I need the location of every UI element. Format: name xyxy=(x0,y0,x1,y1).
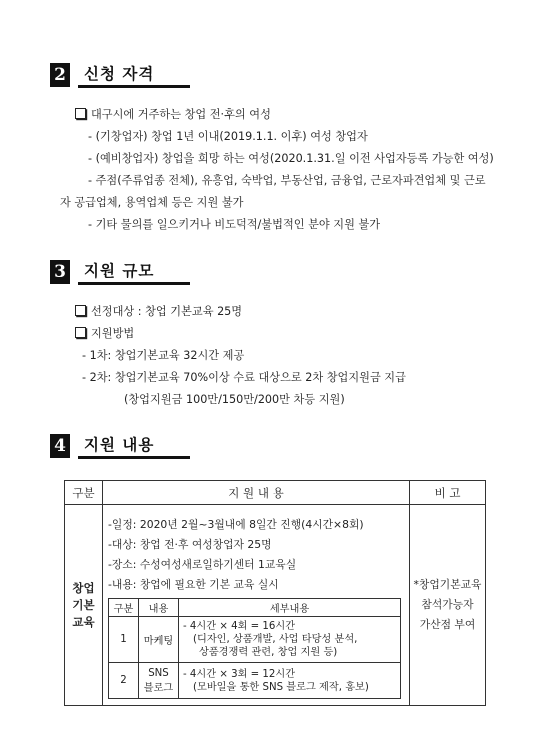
header-category: 구분 xyxy=(65,481,103,505)
section-number: 4 xyxy=(50,434,70,458)
row-category-label: 창업 기본 교육 xyxy=(65,505,103,706)
section-3-heading xyxy=(50,259,190,285)
eligibility-item: 자 공급업체, 용역업체 등은 지원 불가 xyxy=(60,196,244,209)
support-method: 지원방법 xyxy=(75,325,134,341)
table-row xyxy=(109,617,401,663)
row-detail: - 4시간 × 3회 = 12시간 (모바일을 통한 SNS 블로그 제작, 홍보) xyxy=(179,663,401,699)
content-cell xyxy=(103,505,410,706)
eligibility-item: - (예비창업자) 창업을 희망 하는 여성(2020.1.31.일 이전 사업자등록 가능한 여성) xyxy=(88,152,494,165)
section-number: 3 xyxy=(50,260,70,284)
header-remark: 비 고 xyxy=(410,481,486,505)
table-row xyxy=(109,663,401,699)
section-2-heading xyxy=(50,62,190,88)
schedule-line: -일정: 2020년 2월~3월내에 8일간 진행(4시간×8회) xyxy=(108,518,364,531)
row-name: 마케팅 xyxy=(139,617,179,663)
section-4-heading xyxy=(50,433,190,459)
remark-cell: *창업기본교육 참석가능자 가산점 부여 xyxy=(410,505,486,706)
eligibility-lead: 대구시에 거주하는 창업 전·후의 여성 xyxy=(75,106,271,122)
eligibility-item: - 기타 물의를 일으키거나 비도덕적/불법적인 분야 지원 불가 xyxy=(88,218,381,231)
support-content-table xyxy=(64,480,486,706)
eligibility-item: - 주점(주류업종 전체), 유흥업, 숙박업, 부동산업, 금융업, 근로자파견업체 및 근로 xyxy=(88,174,486,187)
eligibility-item: - (기창업자) 창업 1년 이내(2019.1.1. 이후) 여성 창업자 xyxy=(88,130,368,143)
checkbox-bullet-icon xyxy=(75,305,86,316)
support-item: - 1차: 창업기본교육 32시간 제공 xyxy=(82,349,245,362)
content-line: -내용: 창업에 필요한 기본 교육 실시 xyxy=(108,578,279,591)
row-name: SNS 블로그 xyxy=(139,663,179,699)
row-detail: - 4시간 × 4회 = 16시간 (디자인, 상품개발, 사업 타당성 분석, 상품경쟁력 관련, 창업 지원 등) xyxy=(179,617,401,663)
location-line: -장소: 수성여성새로일하기센터 1교육실 xyxy=(108,558,297,571)
target-line: -대상: 창업 전·후 여성창업자 25명 xyxy=(108,538,272,551)
inner-header-detail: 세부내용 xyxy=(179,599,401,617)
row-no: 2 xyxy=(109,663,139,699)
section-number: 2 xyxy=(50,63,70,87)
curriculum-table xyxy=(108,598,401,699)
inner-header-no: 구분 xyxy=(109,599,139,617)
support-item: (창업지원금 100만/150만/200만 차등 지원) xyxy=(124,393,345,406)
section-title: 지원 내용 xyxy=(78,434,190,459)
inner-header-name: 내용 xyxy=(139,599,179,617)
header-content: 지 원 내 용 xyxy=(103,481,410,505)
checkbox-bullet-icon xyxy=(75,327,86,338)
section-title: 신청 자격 xyxy=(78,63,190,88)
support-target: 선정대상 : 창업 기본교육 25명 xyxy=(75,303,242,319)
support-item: - 2차: 창업기본교육 70%이상 수료 대상으로 2차 창업지원금 지급 xyxy=(82,371,406,384)
section-title: 지원 규모 xyxy=(78,260,190,285)
checkbox-bullet-icon xyxy=(75,108,86,119)
row-no: 1 xyxy=(109,617,139,663)
